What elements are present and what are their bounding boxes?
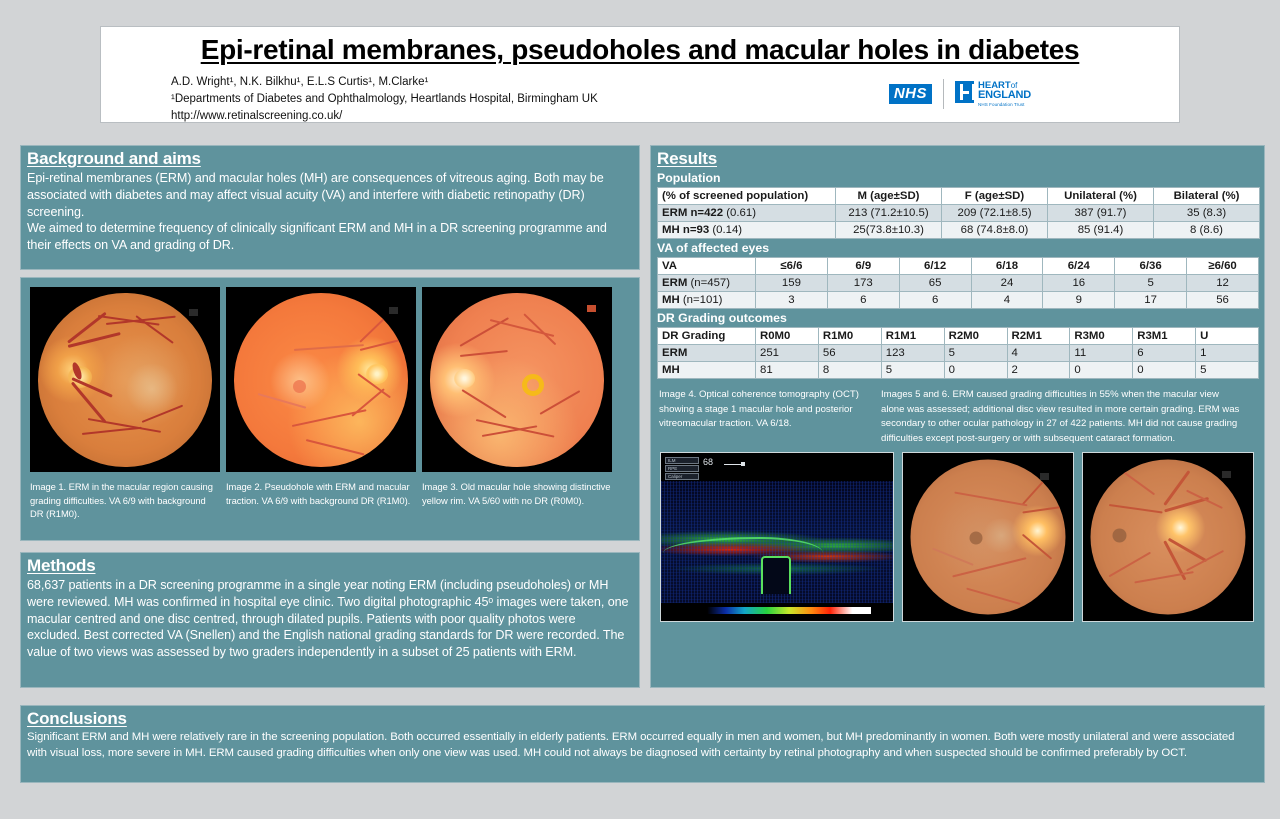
- image-3-macular-hole[interactable]: [422, 287, 612, 472]
- row-label: ERM n=422: [662, 207, 724, 219]
- cell: 25(73.8±10.3): [836, 222, 942, 239]
- cell: 6: [1133, 345, 1196, 362]
- trust-line2: ENGLAND: [978, 89, 1031, 101]
- results-heading: Results: [657, 149, 718, 168]
- conclusions-panel: [20, 705, 1265, 783]
- col-header: R2M0: [944, 328, 1007, 345]
- oct-tag-rpe[interactable]: RPE: [665, 465, 699, 472]
- col-header: 6/18: [971, 258, 1043, 275]
- col-header: 6/12: [899, 258, 971, 275]
- background-panel: [20, 145, 640, 270]
- image-4-caption: Image 4. Optical coherence tomography (OCT) showing a stage 1 macular hole and posterior vitreomacular traction. VA 6/18.: [659, 389, 859, 430]
- cell: 24: [971, 275, 1043, 292]
- col-header: R0M0: [756, 328, 819, 345]
- col-header: R2M1: [1007, 328, 1070, 345]
- row-label: ERM: [662, 277, 688, 289]
- cell: 6: [827, 292, 899, 309]
- table-header-row: [658, 188, 1260, 205]
- cell: 56: [1187, 292, 1259, 309]
- oct-bscan-area: [661, 481, 893, 603]
- logo-divider: [943, 79, 944, 109]
- image-4-oct-scan[interactable]: [660, 452, 894, 622]
- cell: 8 (8.6): [1154, 222, 1260, 239]
- cell: 81: [756, 362, 819, 379]
- col-header: M (age±SD): [836, 188, 942, 205]
- cell: 17: [1115, 292, 1187, 309]
- row-label-suffix: (0.14): [709, 224, 743, 236]
- col-header: R3M1: [1133, 328, 1196, 345]
- cell: 5: [881, 362, 944, 379]
- cell: 85 (91.4): [1048, 222, 1154, 239]
- row-label-suffix: (n=457): [687, 277, 731, 289]
- row-label: ERM: [662, 347, 688, 359]
- background-paragraph-2: We aimed to determine frequency of clinically significant ERM and MH in a DR screening programme and their effects on VA and grading of DR.: [27, 221, 607, 253]
- col-header: R3M0: [1070, 328, 1133, 345]
- table-row: [658, 205, 1260, 222]
- oct-caliper-icon: [724, 464, 742, 465]
- col-header: R1M0: [818, 328, 881, 345]
- col-header: 6/36: [1115, 258, 1187, 275]
- cell: 5: [1196, 362, 1259, 379]
- cell: 0: [1133, 362, 1196, 379]
- results-panel: [650, 145, 1265, 688]
- dr-grading-subheading: DR Grading outcomes: [657, 311, 787, 325]
- table-row: [658, 362, 1259, 379]
- table-row: [658, 222, 1260, 239]
- cell: 35 (8.3): [1154, 205, 1260, 222]
- col-header: R1M1: [881, 328, 944, 345]
- affiliation: ¹Departments of Diabetes and Ophthalmology, Heartlands Hospital, Birmingham UK: [171, 93, 598, 106]
- page-title: Epi-retinal membranes, pseudoholes and macular holes in diabetes: [200, 34, 1080, 65]
- image-3-caption: Image 3. Old macular hole showing distinctive yellow rim. VA 5/60 with no DR (R0M0).: [422, 481, 611, 506]
- cell: 56: [818, 345, 881, 362]
- images-5-6-caption: Images 5 and 6. ERM caused grading difficulties in 55% when the macular view alone was assessed; additional disc view resulted in more certain grading. ERM was secondary to other ocular pathology in 27 of 422 patients. MH did not cause grading difficulties except post-surgery or with subsequent cataract formation.: [881, 389, 1240, 444]
- trust-line1: HEART: [978, 79, 1011, 91]
- oct-tag-ilm[interactable]: ILM: [665, 457, 699, 464]
- methods-panel: [20, 552, 640, 688]
- va-table: [657, 257, 1259, 309]
- author-list: A.D. Wright¹, N.K. Bilkhu¹, E.L.S Curtis¹, M.Clarke¹: [171, 76, 429, 88]
- cell: 8: [818, 362, 881, 379]
- fundus-images-panel: [20, 277, 640, 541]
- dr-grading-table: [657, 327, 1259, 379]
- row-label: MH: [662, 364, 680, 376]
- cell: 65: [899, 275, 971, 292]
- trust-wordmark: [978, 81, 1031, 108]
- col-header: U: [1196, 328, 1259, 345]
- col-header: (% of screened population): [658, 188, 836, 205]
- methods-text: 68,637 patients in a DR screening programme in a single year noting ERM (including pseudoholes) or MH were reviewed. MH was confirmed in hospital eye clinic. Two digital photographic 45ᵒ images were taken, one macular centred and one disc centred, through dilated pupils. Patients with poor quality photos were excluded. Best corrected VA (Snellen) and the English national grading standards for DR were recorded. The value of two views was assessed by two graders independently in a subset of 25 patients with ERM.: [27, 578, 629, 660]
- trust-line3: NHS Foundation Trust: [978, 102, 1025, 107]
- cell: 4: [971, 292, 1043, 309]
- logo-block: [889, 79, 1031, 109]
- nhs-logo: NHS: [889, 84, 932, 104]
- background-paragraph-1: Epi-retinal membranes (ERM) and macular holes (MH) are consequences of vitreous aging. Both may be associated with diabetes and may affect visual acuity (VA) and interfere with diabetic retinopathy (DR) screening.: [27, 171, 604, 219]
- fundus-caption-row: [21, 472, 639, 521]
- col-header: 6/24: [1043, 258, 1115, 275]
- cell: 1: [1196, 345, 1259, 362]
- table-row: [658, 292, 1259, 309]
- results-image-row: [660, 452, 1264, 622]
- cell: 387 (91.7): [1048, 205, 1154, 222]
- cell: 0: [944, 362, 1007, 379]
- heart-of-england-logo: [955, 81, 1031, 108]
- oct-measurement-tags: [665, 457, 699, 481]
- cell: 3: [756, 292, 828, 309]
- col-header: Bilateral (%): [1154, 188, 1260, 205]
- cell: 11: [1070, 345, 1133, 362]
- background-heading: Background and aims: [27, 149, 201, 168]
- cell: 16: [1043, 275, 1115, 292]
- table-row: [658, 275, 1259, 292]
- col-header: VA: [658, 258, 756, 275]
- conclusions-text: Significant ERM and MH were relatively rare in the screening population. Both occurred essentially in elderly patients. ERM occurred equally in men and women, but MH predominantly in women. Both were mostly unilateral and were associated with visual loss, more severe in MH. ERM caused grading difficulties when only one view was used. MH could not always be diagnosed with certainty by retinal photography and when suspected should be confirmed preferably by OCT.: [27, 731, 1235, 759]
- cell: 12: [1187, 275, 1259, 292]
- table-header-row: [658, 258, 1259, 275]
- cell: 4: [1007, 345, 1070, 362]
- col-header: Unilateral (%): [1048, 188, 1154, 205]
- cell: 2: [1007, 362, 1070, 379]
- table-header-row: [658, 328, 1259, 345]
- oct-caliper-value: 68: [703, 457, 714, 468]
- cell: 123: [881, 345, 944, 362]
- cell: 173: [827, 275, 899, 292]
- table-row: [658, 345, 1259, 362]
- conclusions-heading: Conclusions: [27, 709, 127, 728]
- row-label-suffix: (0.61): [723, 207, 757, 219]
- trust-mark-icon: [955, 81, 974, 103]
- image-6-disc-view[interactable]: [1082, 452, 1254, 622]
- col-header: 6/9: [827, 258, 899, 275]
- cell: 68 (74.8±8.0): [942, 222, 1048, 239]
- cell: 9: [1043, 292, 1115, 309]
- project-url[interactable]: http://www.retinalscreening.co.uk/: [171, 110, 343, 123]
- row-label: MH: [662, 294, 680, 306]
- col-header: ≤6/6: [756, 258, 828, 275]
- trust-of: of: [1010, 80, 1018, 90]
- cell: 159: [756, 275, 828, 292]
- cell: 209 (72.1±8.5): [942, 205, 1048, 222]
- cell: 5: [944, 345, 1007, 362]
- fundus-image-row: [21, 278, 639, 472]
- image-2-pseudohole[interactable]: [226, 287, 416, 472]
- byline: [171, 74, 598, 125]
- cell: 213 (71.2±10.5): [836, 205, 942, 222]
- col-header: DR Grading: [658, 328, 756, 345]
- cell: 251: [756, 345, 819, 362]
- oct-tag-caliper[interactable]: Caliper: [665, 473, 699, 480]
- population-subheading: Population: [657, 171, 721, 185]
- image-1-erm[interactable]: [30, 287, 220, 472]
- oct-colour-scale-bar: [685, 607, 871, 614]
- oct-macular-hole-marker: [761, 556, 791, 594]
- cell: 5: [1115, 275, 1187, 292]
- results-caption-row: [659, 388, 1264, 446]
- title-banner: [100, 26, 1180, 123]
- col-header: ≥6/60: [1187, 258, 1259, 275]
- cell: 6: [899, 292, 971, 309]
- col-header: F (age±SD): [942, 188, 1048, 205]
- methods-heading: Methods: [27, 556, 96, 575]
- population-table: [657, 187, 1260, 239]
- cell: 0: [1070, 362, 1133, 379]
- image-5-macular-view[interactable]: [902, 452, 1074, 622]
- image-1-caption: Image 1. ERM in the macular region causing grading difficulties. VA 6/9 with background DR (R1M0).: [30, 481, 213, 520]
- va-subheading: VA of affected eyes: [657, 241, 770, 255]
- row-label: MH n=93: [662, 224, 710, 236]
- image-2-caption: Image 2. Pseudohole with ERM and macular traction. VA 6/9 with background DR (R1M0).: [226, 481, 411, 506]
- row-label-suffix: (n=101): [679, 294, 723, 306]
